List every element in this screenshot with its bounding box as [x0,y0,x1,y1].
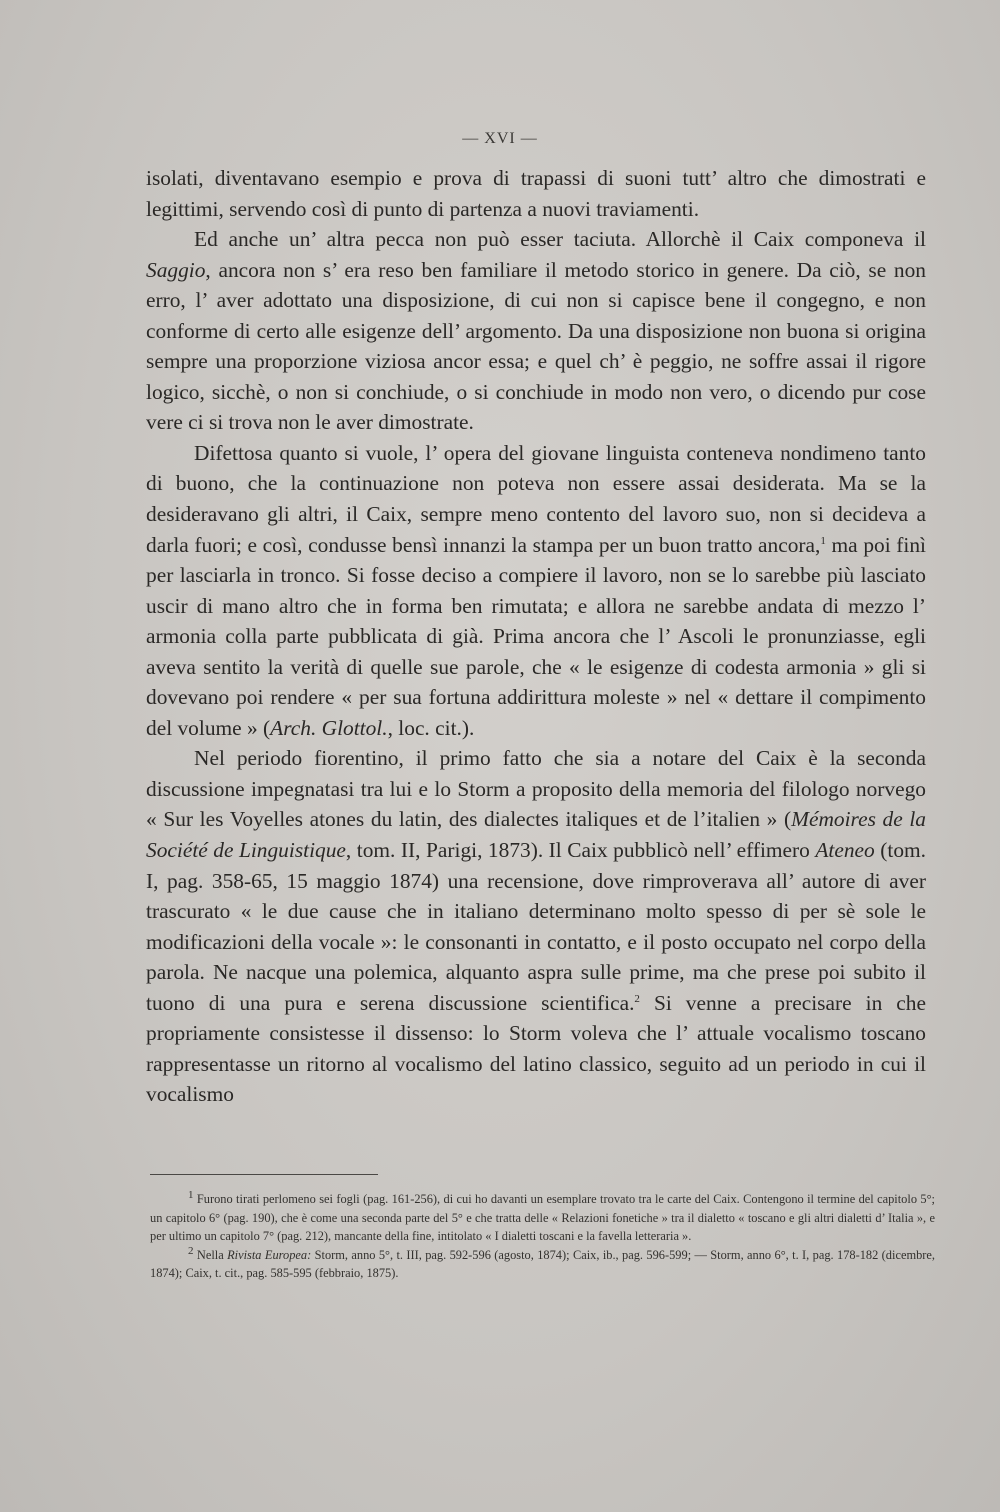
footnote-ref: 2 [634,992,640,1005]
footnote: $^2$ Nella Rivista Europea: Storm, anno 5°, t. III, pag. 592-596 (agosto, 1874); Caix, ib., pag. 596-599; — Storm, anno 6°, t. I, pag. 178-182 (dicembre, 1874); Caix, t. cit., pag. 585-595 (febbraio, 1875). [150,1244,935,1280]
italic-title: Ateneo [815,838,875,863]
footnote-ref: 1 [820,534,826,547]
italic-title: Arch. Glottol. [270,715,388,740]
main-text [146,163,926,1110]
footnote: $^1$ Furono tirati perlomeno sei fogli (pag. 161-256), di cui ho davanti un esemplare trovato tra le carte del Caix. Contengono il termine del capitolo 5°; un capitolo 6° (pag. 190), che è come una seconda parte del 5° e che tratta delle « Relazioni fonetiche » tra il dialetto « toscano e gli altri dialetti d’ Italia », e per ultimo un capitolo 7° (pag. 212), mancante della fine, intitolato « I dialetti toscani e la favella letteraria ». [150,1188,935,1243]
paragraph: isolati, diventavano esempio e prova di trapassi di suoni tutt’ altro che dimostrati e legittimi, servendo così di punto di partenza a nuovi traviamenti. [146,166,926,221]
paragraph: Difettosa quanto si vuole, l’ opera del giovane linguista conteneva nondimeno tanto di buono, che la continuazione non poteva non essere assai desiderata. Ma se la desideravano gli altri, il Caix, sempre meno contento del lavoro suo, non si decideva a darla fuori; e così, condusse bensì innanzi la stampa per un buon tratto ancora,$^1$ ma poi finì per lasciarla in tronco. Si fosse deciso a compiere il lavoro, non se lo sarebbe più lasciato uscir di mano altro che in forma ben rimutata; e allora ne sarebbe andata di mezzo l’ armonia colla parte pubblicata di già. Prima ancora che l’ Ascoli le pronunziasse, egli aveva sentito la verità di quelle sue parole, che « le esigenze di codesta armonia » gli si dovevano poi rendere « per sua fortuna addirittura moleste » nel « dettare il compimento del volume » (Arch. Glottol., loc. cit.). [146,440,926,740]
footnote-marker: 1 [188,1188,194,1201]
page-number: — XVI — [462,130,538,147]
paragraph: Nel periodo fiorentino, il primo fatto che sia a notare del Caix è la seconda discussione impegnatasi tra lui e lo Storm a proposito della memoria del filologo norvego « Sur les Voyelles atones du latin, des dialectes italiques et de l’italien » (Mémoires de la Société de Linguistique, tom. II, Parigi, 1873). Il Caix pubblicò nell’ effimero Ateneo (tom. I, pag. 358-65, 15 maggio 1874) una recensione, dove rimproverava all’ autore di aver trascurato « le due cause che in italiano determinano molto spesso di per sè sole le modificazioni della vocale »: le consonanti in contatto, e il posto occupato nel corpo della parola. Ne nacque una polemica, alquanto aspra sulle prime, ma che prese poi subito il tuono di una pura e serena discussione scientifica.$^2$ Si venne a precisare in che propriamente consistesse il dissenso: lo Storm voleva che l’ attuale vocalismo toscano rappresentasse un ritorno al vocalismo del latino classico, seguito ad un periodo in cui il vocalismo [146,746,926,1107]
italic-title: Saggio [146,257,206,282]
italic-title: Mémoires de la Société de Linguistique [146,807,926,863]
italic-title: Rivista Europea: [227,1247,312,1262]
paragraph: Ed anche un’ altra pecca non può esser taciuta. Allorchè il Caix componeva il Saggio, ancora non s’ era reso ben familiare il metodo storico in genere. Da ciò, se non erro, l’ aver adottato una disposizione, di cui non si capisce bene il congegno, e non conforme di certo alle esigenze dell’ argomento. Da una disposizione non buona si origina sempre una proporzione viziosa ancor essa; e quel ch’ è peggio, ne soffre assai il rigore logico, sicchè, o non si conchiude, o si conchiude in modo non vero, o dicendo pur cose vere ci si trova non le aver dimostrate. [146,227,926,435]
footnote-marker: 2 [188,1244,194,1257]
footnotes [150,1190,935,1283]
footnote-divider [150,1174,378,1175]
